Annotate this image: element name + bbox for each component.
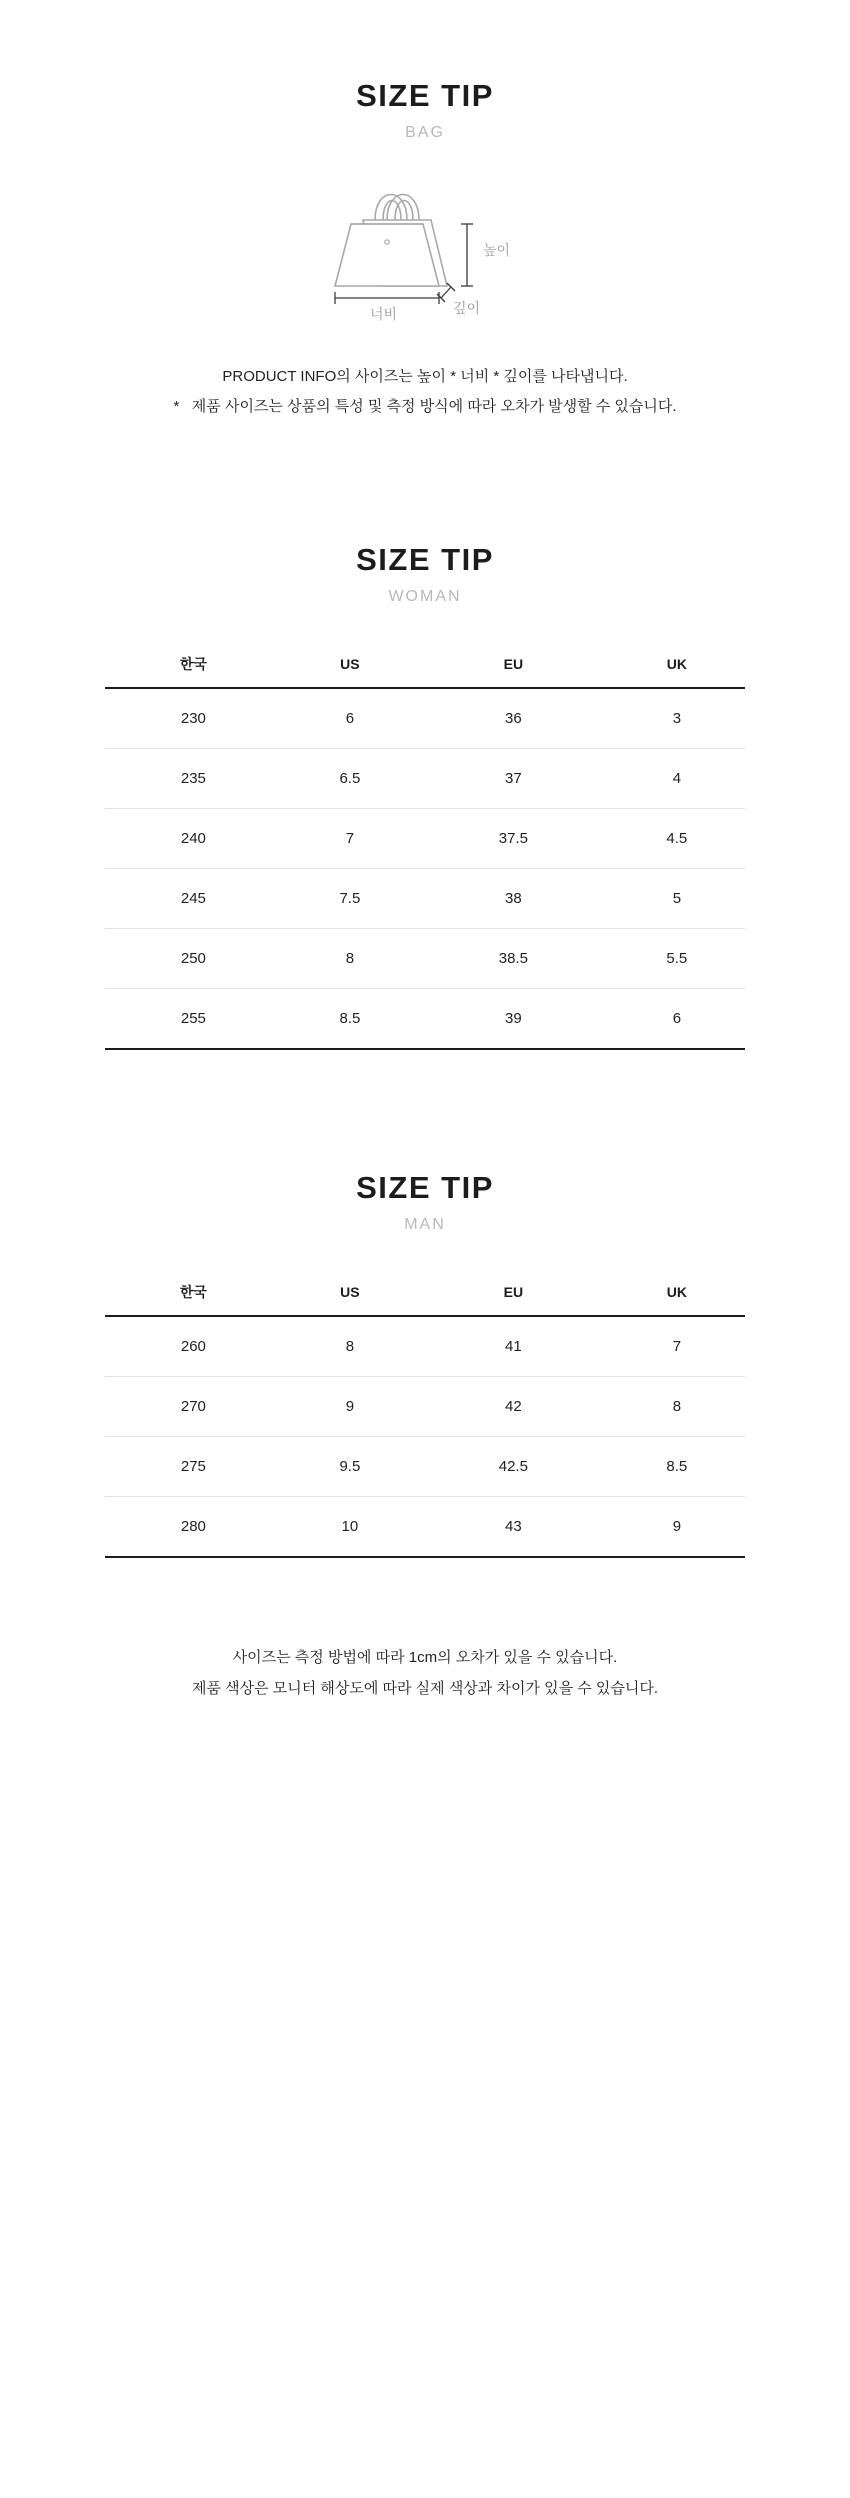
bag-note-2: * 제품 사이즈는 상품의 특성 및 측정 방식에 따라 오차가 발생할 수 있습니다. (173, 398, 677, 415)
cell-us: 9 (282, 1377, 418, 1437)
cell-eu: 38 (418, 869, 609, 929)
cell-eu: 36 (418, 688, 609, 749)
cell-eu: 42 (418, 1377, 609, 1437)
cell-us: 6.5 (282, 749, 418, 809)
column-header-kr: 한국 (105, 644, 282, 688)
woman-section-subtitle: WOMAN (388, 588, 462, 605)
cell-us: 8.5 (282, 989, 418, 1050)
cell-us: 8 (282, 1316, 418, 1377)
cell-uk: 7 (609, 1316, 745, 1377)
bag-note-1: PRODUCT INFO의 사이즈는 높이 * 너비 * 깊이를 나타냅니다. (222, 368, 628, 385)
cell-uk: 4.5 (609, 809, 745, 869)
cell-kr: 235 (105, 749, 282, 809)
table-header-row (105, 644, 745, 688)
cell-us: 6 (282, 688, 418, 749)
man-section-subtitle: MAN (404, 1216, 446, 1233)
column-header-eu: EU (418, 1272, 609, 1316)
column-header-kr: 한국 (105, 1272, 282, 1316)
table-row (105, 869, 745, 929)
bag-notes (173, 362, 676, 422)
cell-eu: 39 (418, 989, 609, 1050)
bag-height-label: 높이 (483, 242, 511, 258)
column-header-uk: UK (609, 644, 745, 688)
footer-note-1: 사이즈는 측정 방법에 따라 1cm의 오차가 있을 수 있습니다. (232, 1649, 618, 1666)
cell-us: 10 (282, 1497, 418, 1558)
footer-note-2: 제품 색상은 모니터 해상도에 따라 실제 색상과 차이가 있을 수 있습니다. (191, 1680, 659, 1697)
bag-section-subtitle: BAG (405, 124, 445, 141)
man-size-table-wrap (105, 1272, 745, 1558)
cell-eu: 43 (418, 1497, 609, 1558)
cell-uk: 4 (609, 749, 745, 809)
bag-width-label: 너비 (370, 306, 398, 322)
table-row (105, 749, 745, 809)
cell-uk: 8 (609, 1377, 745, 1437)
table-header-row (105, 1272, 745, 1316)
cell-kr: 255 (105, 989, 282, 1050)
table-row (105, 809, 745, 869)
cell-kr: 270 (105, 1377, 282, 1437)
table-row (105, 1437, 745, 1497)
cell-uk: 8.5 (609, 1437, 745, 1497)
bag-diagram (255, 168, 595, 328)
woman-size-table (105, 644, 745, 1050)
column-header-us: US (282, 1272, 418, 1316)
bag-section-title: SIZE TIP (356, 78, 494, 113)
cell-eu: 38.5 (418, 929, 609, 989)
cell-eu: 42.5 (418, 1437, 609, 1497)
table-row (105, 989, 745, 1050)
bag-depth-label: 깊이 (453, 300, 481, 316)
column-header-us: US (282, 644, 418, 688)
woman-size-table-wrap (105, 644, 745, 1050)
cell-kr: 240 (105, 809, 282, 869)
woman-size-tip-section (0, 542, 850, 1050)
table-row (105, 1377, 745, 1437)
cell-kr: 275 (105, 1437, 282, 1497)
cell-eu: 37 (418, 749, 609, 809)
bag-size-tip-section (0, 78, 850, 422)
cell-kr: 260 (105, 1316, 282, 1377)
cell-kr: 245 (105, 869, 282, 929)
table-row (105, 929, 745, 989)
footer-notes (192, 1642, 658, 1704)
cell-uk: 9 (609, 1497, 745, 1558)
table-row (105, 688, 745, 749)
table-row (105, 1497, 745, 1558)
cell-us: 8 (282, 929, 418, 989)
man-size-table (105, 1272, 745, 1558)
cell-uk: 3 (609, 688, 745, 749)
cell-kr: 230 (105, 688, 282, 749)
man-size-tip-section (0, 1170, 850, 1558)
cell-us: 7.5 (282, 869, 418, 929)
cell-uk: 6 (609, 989, 745, 1050)
column-header-eu: EU (418, 644, 609, 688)
cell-eu: 41 (418, 1316, 609, 1377)
cell-kr: 250 (105, 929, 282, 989)
cell-us: 7 (282, 809, 418, 869)
woman-section-title: SIZE TIP (356, 542, 494, 577)
cell-uk: 5 (609, 869, 745, 929)
column-header-uk: UK (609, 1272, 745, 1316)
table-row (105, 1316, 745, 1377)
cell-uk: 5.5 (609, 929, 745, 989)
cell-kr: 280 (105, 1497, 282, 1558)
cell-us: 9.5 (282, 1437, 418, 1497)
man-section-title: SIZE TIP (356, 1170, 494, 1205)
cell-eu: 37.5 (418, 809, 609, 869)
